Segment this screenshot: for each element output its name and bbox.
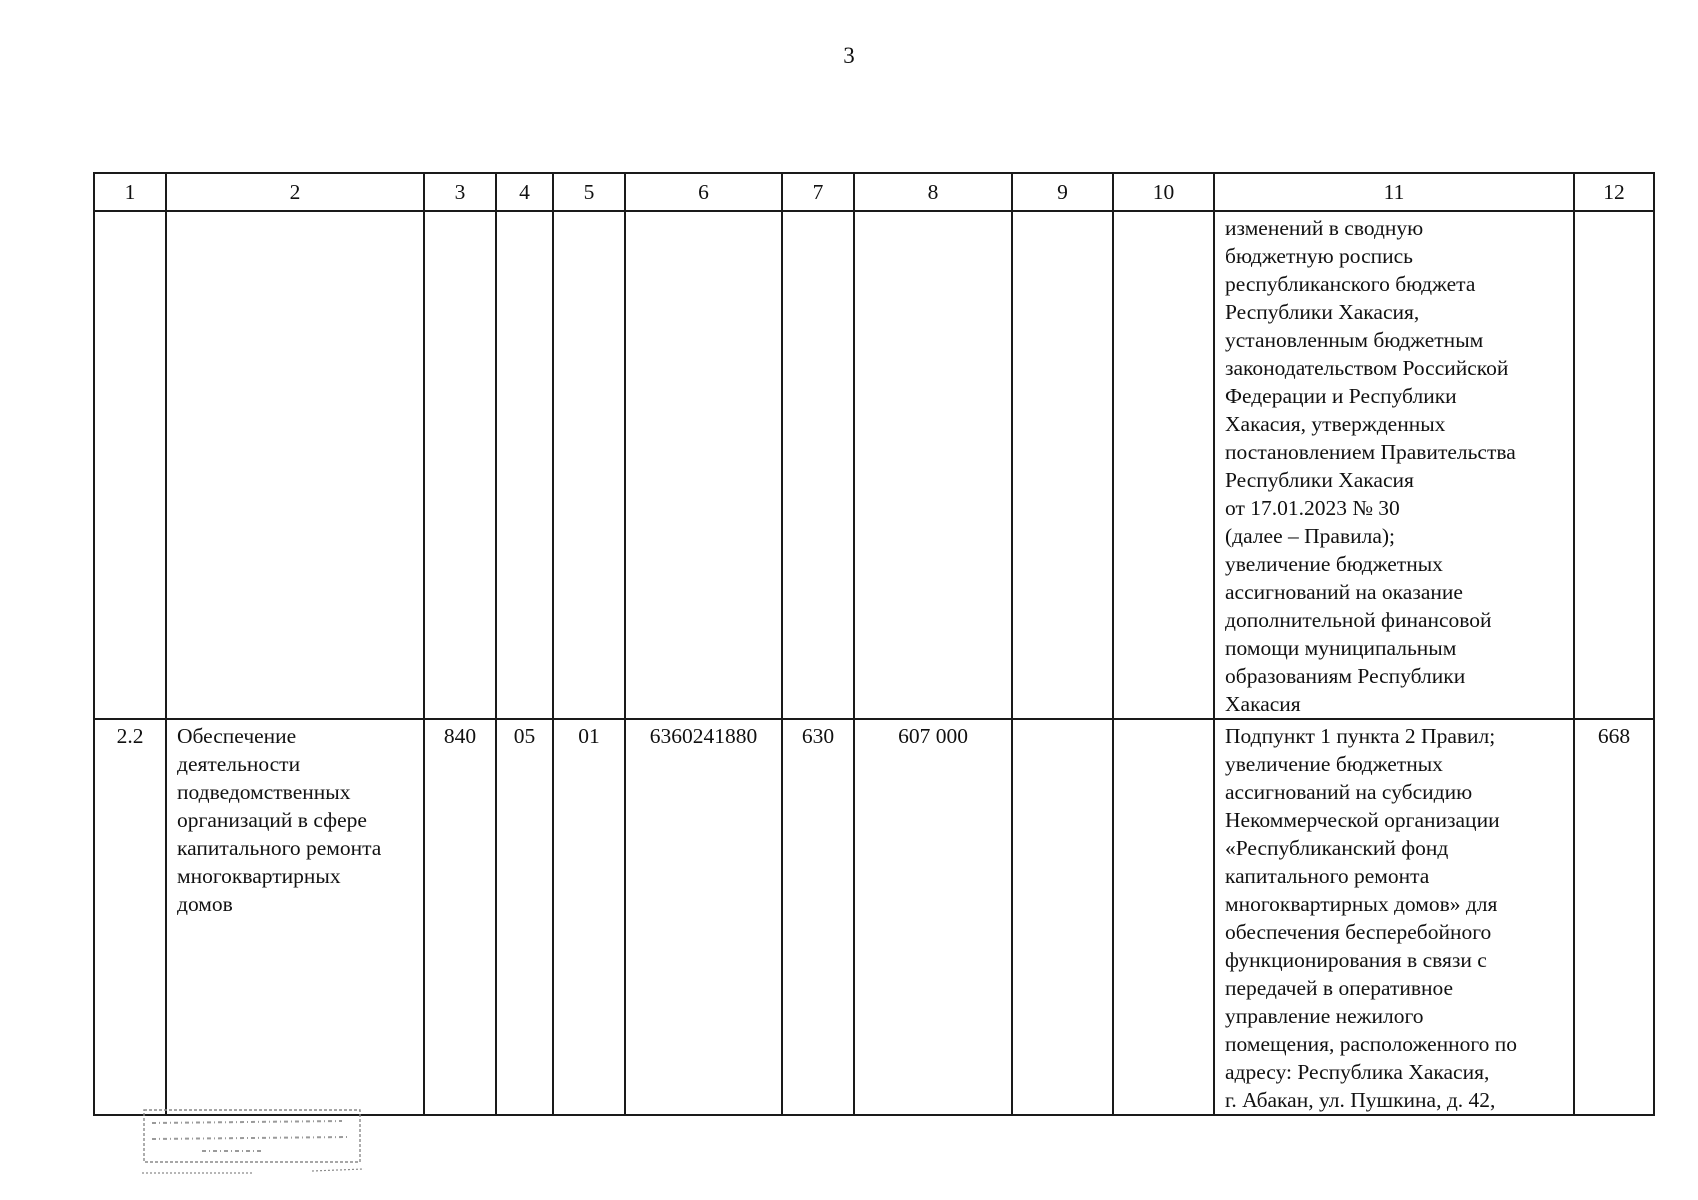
cell-col12 xyxy=(1574,719,1654,1115)
cell xyxy=(625,211,782,719)
cell-col8 xyxy=(854,719,1012,1115)
header-col-12: 12 xyxy=(1574,173,1654,211)
table-row-continuation xyxy=(94,211,1654,719)
cell xyxy=(166,211,424,719)
cell xyxy=(1012,211,1113,719)
cell xyxy=(94,211,166,719)
cell-col4 xyxy=(496,719,553,1115)
cell xyxy=(496,211,553,719)
header-col-11: 11 xyxy=(1214,173,1574,211)
cell-item-name xyxy=(166,719,424,1115)
approval-stamp-mark xyxy=(142,1107,366,1177)
budget-table xyxy=(93,172,1655,1116)
header-col-10: 10 xyxy=(1113,173,1214,211)
cell xyxy=(1113,211,1214,719)
cell-col3 xyxy=(424,719,496,1115)
item-number: 2.2 xyxy=(116,724,144,748)
header-row xyxy=(94,173,1654,211)
header-col-5: 5 xyxy=(553,173,625,211)
amount-col8: 607 000 xyxy=(898,724,968,748)
amount-col9 xyxy=(1013,720,1112,722)
cell xyxy=(1574,211,1654,719)
header-col-6: 6 xyxy=(625,173,782,211)
header-col-1: 1 xyxy=(94,173,166,211)
page-number: 3 xyxy=(843,43,855,68)
header-col-8: 8 xyxy=(854,173,1012,211)
code-col7: 630 xyxy=(801,724,835,748)
cell-col9 xyxy=(1012,719,1113,1115)
code-col4: 05 xyxy=(513,724,536,748)
grounds-text: Подпункт 1 пункта 2 Правил; увеличение бюджетных ассигнований на субсидию Некоммерческой организации «Республиканский фонд капитального ремонта многоквартирных домов» для обеспечения бесперебойного функционирования в связи с передачей в оперативное управление нежилого помещения, расположенного по адресу: Республика Хакасия, г. Абакан, ул. Пушкина, д. 42, xyxy=(1225,724,1518,1112)
cell-item-number xyxy=(94,719,166,1115)
grounds-continuation-text: изменений в сводную бюджетную роспись республиканского бюджета Республики Хакасия, установленным бюджетным законодательством Российской Федерации и Республики Хакасия, утвержденных постановлением Правительства Республики Хакасия от 17.01.2023 № 30 (далее – Правила); увеличение бюджетных ассигнований на оказание дополнительной финансовой помощи муниципальным образованиям Республики Хакасия xyxy=(1225,216,1516,716)
cell-col10 xyxy=(1113,719,1214,1115)
header-col-2: 2 xyxy=(166,173,424,211)
cell-grounds xyxy=(1214,211,1574,719)
item-name: Обеспечение деятельности подведомственных организаций в сфере капитального ремонта многоквартирных домов xyxy=(177,724,382,916)
header-col-4: 4 xyxy=(496,173,553,211)
header-col-7: 7 xyxy=(782,173,854,211)
cell xyxy=(782,211,854,719)
table-header xyxy=(94,173,1654,211)
cell-grounds xyxy=(1214,719,1574,1115)
code-col6: 6360241880 xyxy=(649,724,758,748)
cell-col6 xyxy=(625,719,782,1115)
cell-col5 xyxy=(553,719,625,1115)
cell-col7 xyxy=(782,719,854,1115)
cell xyxy=(424,211,496,719)
header-col-3: 3 xyxy=(424,173,496,211)
cell xyxy=(854,211,1012,719)
header-col-9: 9 xyxy=(1012,173,1113,211)
amount-col10 xyxy=(1114,720,1213,722)
code-col12: 668 xyxy=(1597,724,1631,748)
table-row-2-2 xyxy=(94,719,1654,1115)
cell xyxy=(553,211,625,719)
code-col5: 01 xyxy=(578,724,600,748)
code-col3: 840 xyxy=(443,724,477,748)
